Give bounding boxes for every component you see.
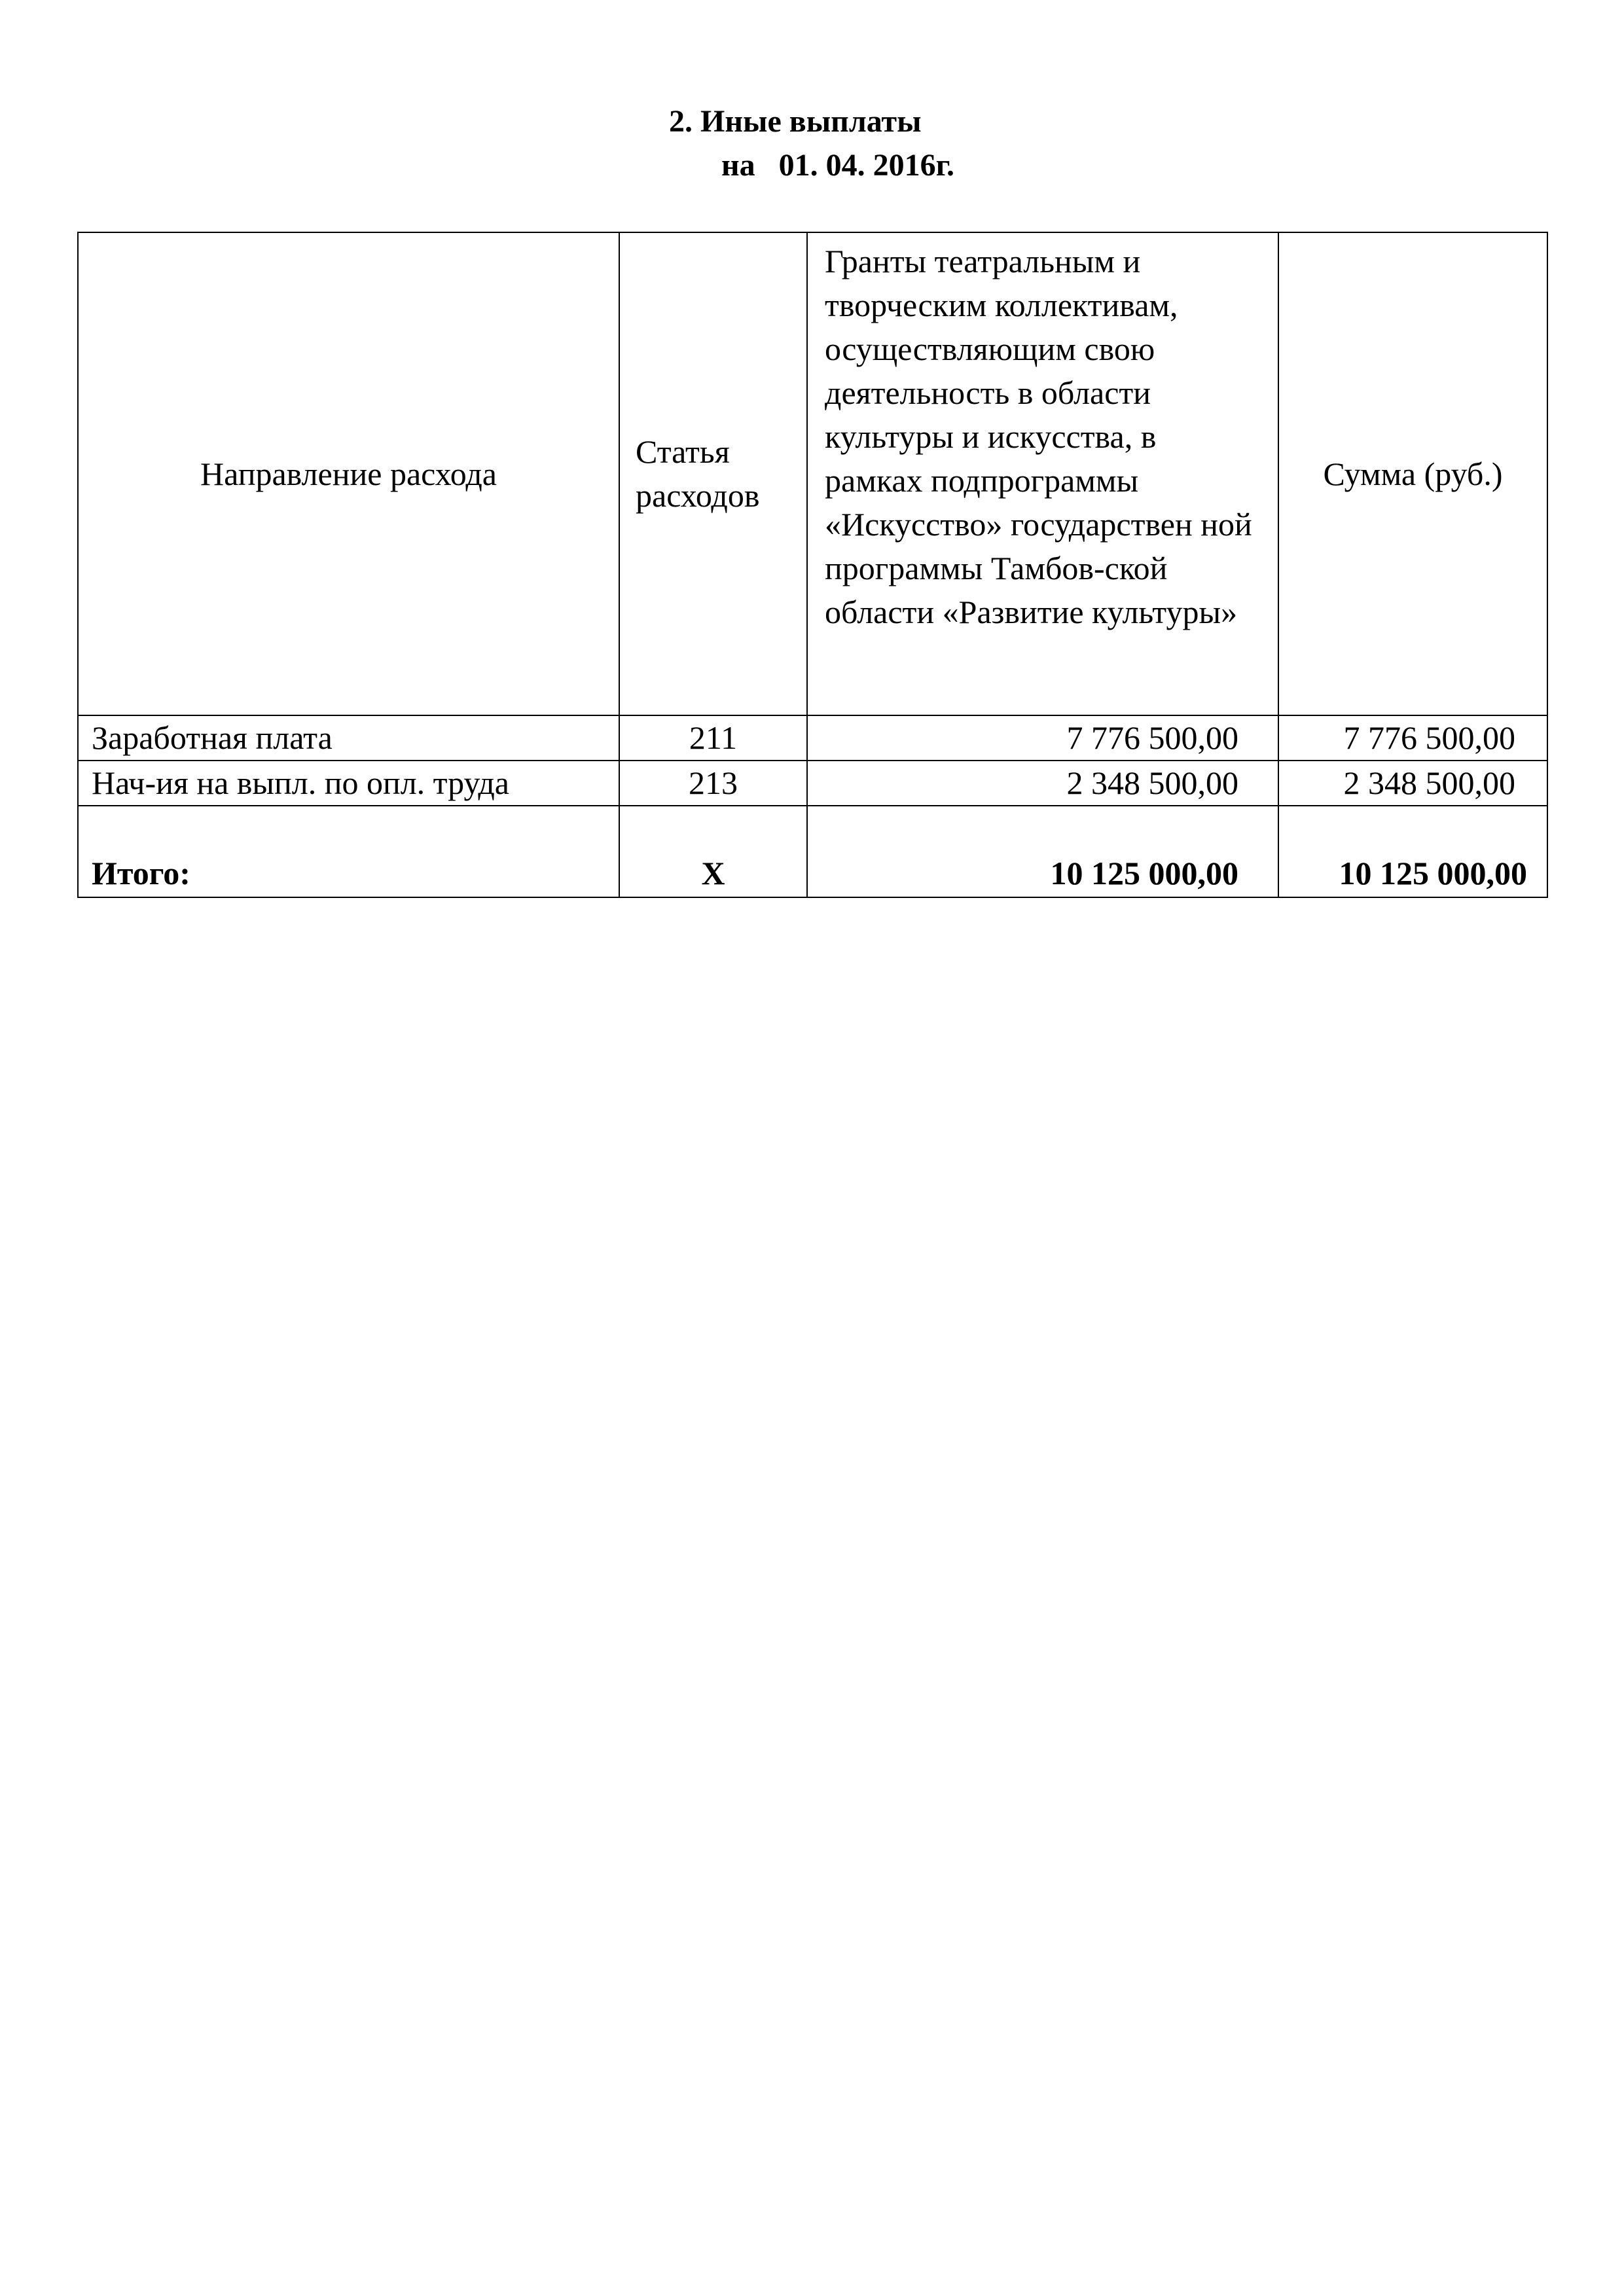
payments-table: [77, 232, 1548, 898]
row-article: 211: [619, 715, 807, 761]
header-sum: Сумма (руб.): [1278, 232, 1547, 715]
report-date: на 01. 04. 2016г.: [721, 148, 955, 183]
row-sum: 7 776 500,00: [1278, 715, 1547, 761]
table-header-row: [78, 232, 1547, 715]
header-direction: Направление расхода: [78, 232, 619, 715]
row-grant: 7 776 500,00: [807, 715, 1278, 761]
row-direction: Заработная плата: [78, 715, 619, 761]
row-direction: Нач-ия на выпл. по опл. труда: [78, 761, 619, 806]
section-title: 2. Иные выплаты: [669, 104, 922, 139]
header-article: Статья расходов: [619, 232, 807, 715]
table-row: [78, 715, 1547, 761]
table-row: [78, 761, 1547, 806]
total-row: [78, 806, 1547, 897]
total-sum: 10 125 000,00: [1278, 806, 1547, 897]
total-grant: 10 125 000,00: [807, 806, 1278, 897]
header-grant: Гранты театральным и творческим коллективам, осуществляющим свою деятельность в области культуры и искусства, в рамках подпрограммы «Искусство» государствен ной программы Тамбов-ской области «Развитие культуры»: [807, 232, 1278, 715]
row-sum: 2 348 500,00: [1278, 761, 1547, 806]
page-title: [661, 99, 1119, 187]
total-label: Итого:: [78, 806, 619, 897]
row-grant: 2 348 500,00: [807, 761, 1278, 806]
total-article: Х: [619, 806, 807, 897]
row-article: 213: [619, 761, 807, 806]
